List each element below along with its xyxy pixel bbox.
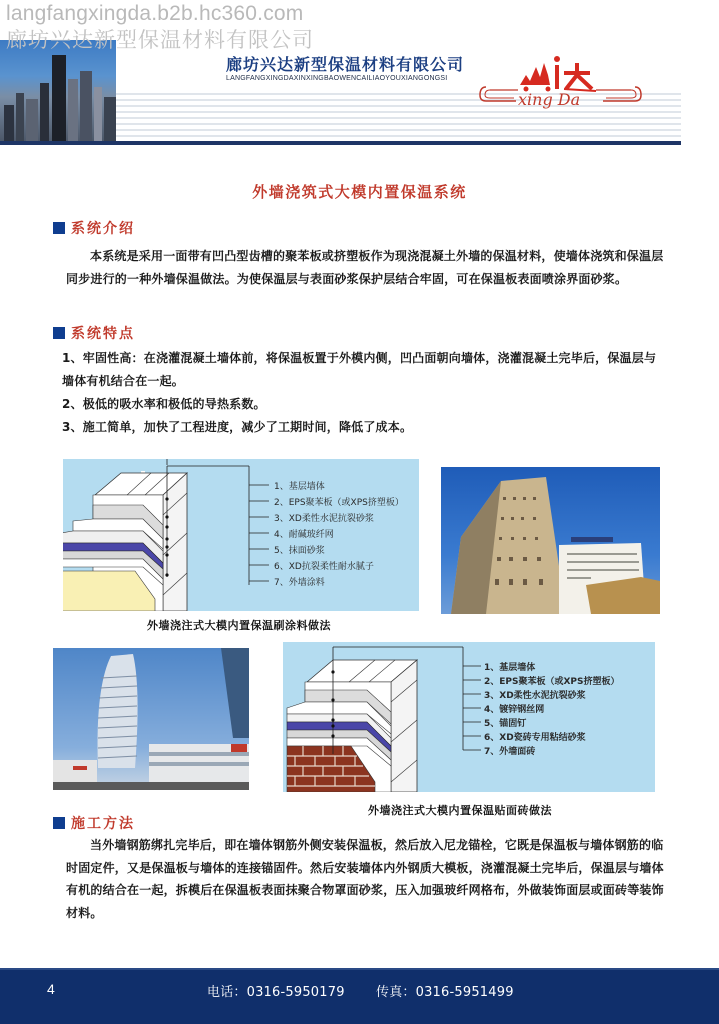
- legend-item: 1、基层墙体: [484, 663, 536, 673]
- intro-paragraph: 本系统是采用一面带有凹凸型齿槽的聚苯板或挤塑板作为现浇混凝土外墙的保温材料，使墙体浇筑和保温层同步进行的一种外墙保温做法。为使保温层与表面砂浆保护层结合牢固，可在保温板表面喷涂界面砂浆。: [66, 249, 664, 286]
- svg-text:xing Da: xing Da: [518, 90, 581, 109]
- page-title: 外墙浇筑式大模内置保温系统: [252, 183, 467, 201]
- diagram-tile-system: [283, 642, 655, 792]
- legend-item: 5、锚固钉: [484, 719, 527, 729]
- round-tower-image: [53, 648, 249, 790]
- watermark-url: langfangxingda.b2b.hc360.com: [6, 2, 304, 25]
- legend-item: 3、XD柔性水泥抗裂砂浆: [274, 514, 374, 524]
- feature-item: 1、牢固性高：在浇灌混凝土墙体前，将保温板置于外模内侧，凹凸面朝向墙体，浇灌混凝土完毕后，保温层与: [62, 351, 657, 365]
- legend-item: 2、EPS聚苯板（或XPS挤塑板）: [274, 498, 404, 508]
- section-square-icon: [53, 817, 65, 829]
- feature-item: 墙体有机结合在一起。: [62, 374, 185, 388]
- wall-layers-paint-illustration: [63, 459, 419, 611]
- method-paragraph: 当外墙钢筋绑扎完毕后，即在墙体钢筋外侧安装保温板，然后放入尼龙锚栓，它既是保温板与墙体钢筋的临时固定件，又是保温板与墙体的连接锚固件。然后安装墙体内外钢质大模板，浇灌混凝土完毕后，保温层与墙体有机的结合在一起，拆模后在保温板表面抹聚合物罩面砂浆，压入加强玻纤网格布，外做装饰面层或面砖等装饰材料。: [66, 838, 664, 920]
- xingda-logo: [478, 35, 643, 115]
- legend-item: 4、镀锌钢丝网: [484, 705, 545, 715]
- fax-number: 传真：0316-5951499: [376, 985, 514, 1000]
- section-header-method: [53, 813, 135, 833]
- legend-item: 6、XD抗裂柔性耐水腻子: [274, 562, 374, 572]
- legend-item: 7、外墙面砖: [484, 747, 536, 757]
- section-title: 系统介绍: [71, 221, 135, 237]
- legend-item: 6、XD瓷砖专用粘结砂浆: [484, 733, 586, 743]
- section-square-icon: [53, 327, 65, 339]
- legend-item: 7、外墙涂料: [274, 578, 325, 588]
- legend-item: 4、耐碱玻纤网: [274, 530, 334, 540]
- highrise-building-image: [441, 467, 660, 614]
- round-tower-building-photo: [53, 648, 249, 790]
- section-title: 系统特点: [71, 326, 135, 342]
- city-skyline-photo: [0, 40, 116, 143]
- company-name-cn: 廊坊兴达新型保温材料有限公司: [226, 55, 465, 74]
- section-header-features: [53, 323, 135, 343]
- wall-layers-tile-illustration: [283, 642, 655, 792]
- watermark-company: 廊坊兴达新型保温材料有限公司: [6, 28, 314, 52]
- section-title: 施工方法: [71, 816, 135, 832]
- diagram-paint-system: [63, 459, 419, 611]
- section-square-icon: [53, 222, 65, 234]
- diagram-tile-caption: 外墙浇注式大模内置保温贴面砖做法: [368, 804, 552, 817]
- section-header-intro: [53, 218, 135, 238]
- legend-item: 3、XD柔性水泥抗裂砂浆: [484, 691, 586, 701]
- feature-item: 2、极低的吸水率和极低的导热系数。: [62, 397, 266, 411]
- legend-item: 5、抹面砂浆: [274, 546, 325, 556]
- page-number: 4: [47, 981, 55, 997]
- xingda-mountain-logo-icon: [478, 35, 643, 115]
- legend-item: 1、基层墙体: [274, 482, 325, 492]
- diagram-paint-caption: 外墙浇注式大模内置保温刷涂料做法: [147, 619, 331, 632]
- phone-number: 电话：0316-5950179: [207, 985, 345, 1000]
- feature-item: 3、施工简单，加快了工程进度，减少了工期时间，降低了成本。: [62, 420, 413, 434]
- header-divider: [0, 141, 681, 145]
- page-footer: [0, 968, 719, 1024]
- company-name-en: LANGFANGXINGDAXINXINGBAOWENCAILIAOYOUXIANGONGSI: [226, 75, 448, 82]
- highrise-building-photo: [441, 467, 660, 614]
- legend-item: 2、EPS聚苯板（或XPS挤塑板）: [484, 677, 620, 687]
